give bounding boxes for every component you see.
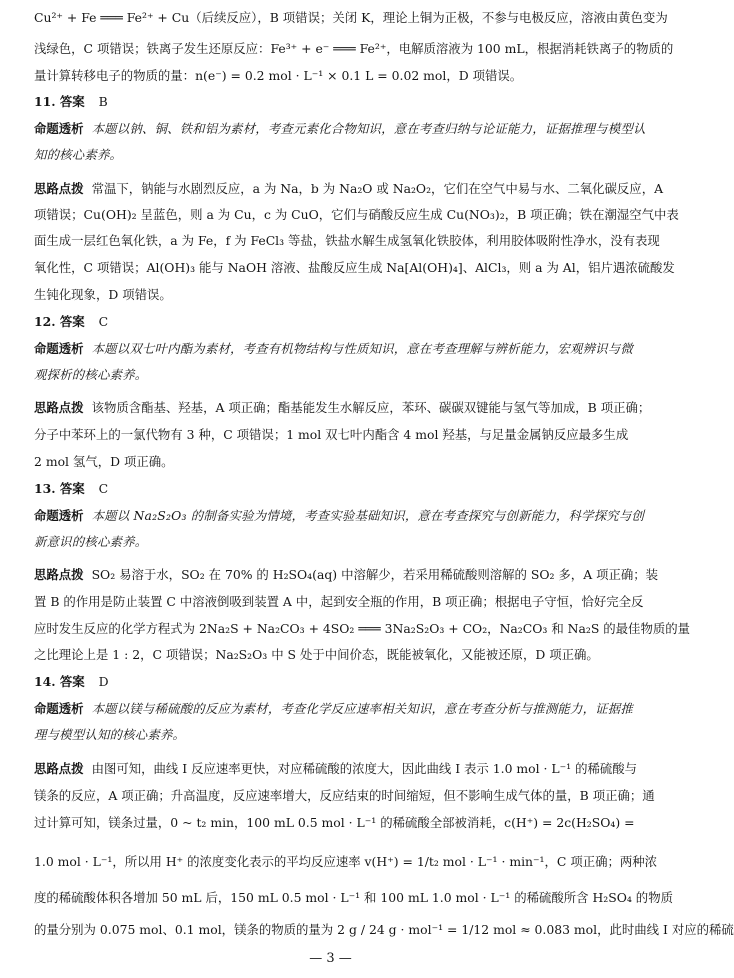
hint-line: 分子中苯环上的一氯代物有 3 种，C 项错误；1 mol 双七叶内酯含 4 mol 羟基，与足量金属钠反应最多生成 — [34, 427, 629, 442]
hint-label: 思路点拨 — [34, 400, 84, 415]
hint-line: 过计算可知，镁条过量，0 ~ t₂ min，100 mL 0.5 mol · L⁻¹ 的稀硫酸全部被消耗，c(H⁺) = 2c(H₂SO₄) = — [34, 815, 635, 830]
hint-line: 应时发生反应的化学方程式为 2Na₂S + Na₂CO₃ + 4SO₂ ═══ 3Na₂S₂O₃ + CO₂，Na₂CO₃ 和 Na₂S 的最佳物质的量 — [34, 621, 691, 636]
hint-line: 面生成一层红色氧化铁，a 为 Fe，f 为 FeCl₃ 等盐，铁盐水解生成氢氧化铁胶体，利用胶体吸附性净水，没有表现 — [34, 233, 660, 248]
hint-line: 生钝化现象，D 项错误。 — [34, 287, 172, 302]
question-13-header — [34, 479, 650, 499]
analysis-line: 命题透析 本题以 Na₂S₂O₃ 的制备实验为情境，考查实验基础知识，意在考查探究与创新能力，科学探究与创 — [34, 508, 645, 523]
question-number: 14. 答案 — [34, 674, 85, 689]
hint-line: 思路点拨 SO₂ 易溶于水，SO₂ 在 70% 的 H₂SO₄(aq) 中溶解少，若采用稀硫酸则溶解的 SO₂ 多，A 项正确；装 — [34, 567, 659, 582]
hint-line: 思路点拨 常温下，钠能与水剧烈反应，a 为 Na，b 为 Na₂O 或 Na₂O₂，它们在空气中易与水、二氧化碳反应，A — [34, 181, 664, 196]
hint-label: 思路点拨 — [34, 761, 84, 776]
analysis-line: 观探析的核心素养。 — [34, 367, 148, 382]
answer-letter: C — [98, 481, 109, 496]
answer-letter: C — [98, 314, 109, 329]
hint-line: 氧化性，C 项错误；Al(OH)₃ 能与 NaOH 溶液、盐酸反应生成 Na[Al(OH)₄]、AlCl₃，则 a 为 Al，铝片遇浓硫酸发 — [34, 260, 675, 275]
answer-letter: D — [98, 674, 109, 689]
question-14-header — [34, 672, 650, 692]
analysis-label: 命题透析 — [34, 701, 84, 716]
text-line: 量计算转移电子的物质的量：n(e⁻) = 0.2 mol · L⁻¹ × 0.1 L = 0.02 mol，D 项错误。 — [34, 68, 523, 83]
hint-line: 度的稀硫酸体积各增加 50 mL 后，150 mL 0.5 mol · L⁻¹ 和 100 mL 1.0 mol · L⁻¹ 的稀硫酸所含 H₂SO₄ 的物质 — [34, 890, 673, 905]
hint-line: 1.0 mol · L⁻¹，所以用 H⁺ 的浓度变化表示的平均反应速率 v(H⁺) = 1/t₂ mol · L⁻¹ · min⁻¹，C 项正确；两种浓 — [34, 854, 658, 869]
hint-line: 项错误；Cu(OH)₂ 呈蓝色，则 a 为 Cu，c 为 CuO，它们与硝酸反应生成 Cu(NO₃)₂，B 项正确；铁在潮湿空气中表 — [34, 207, 679, 222]
page-number: — 3 — — [309, 951, 352, 966]
hint-line: 置 B 的作用是防止装置 C 中溶液倒吸到装置 A 中，起到安全瓶的作用，B 项正确；根据电子守恒，恰好完全反 — [34, 594, 644, 609]
hint-label: 思路点拨 — [34, 181, 84, 196]
analysis-label: 命题透析 — [34, 341, 84, 356]
analysis-line: 知的核心素养。 — [34, 147, 123, 162]
analysis-line: 命题透析 本题以双七叶内酯为素材，考查有机物结构与性质知识，意在考查理解与辨析能力，宏观辨识与微 — [34, 341, 633, 356]
hint-line: 思路点拨 由图可知，曲线 Ⅰ 反应速率更快，对应稀硫酸的浓度大，因此曲线 Ⅰ 表示 1.0 mol · L⁻¹ 的稀硫酸与 — [34, 761, 638, 776]
analysis-line: 命题透析 本题以镁与稀硫酸的反应为素材，考查化学反应速率相关知识，意在考查分析与推测能力，证据推 — [34, 701, 633, 716]
hint-line: 之比理论上是 1 : 2，C 项错误；Na₂S₂O₃ 中 S 处于中间价态，既能被氧化，又能被还原，D 项正确。 — [34, 647, 599, 662]
text-line: 浅绿色，C 项错误；铁离子发生还原反应：Fe³⁺ + e⁻ ═══ Fe²⁺，电解质溶液为 100 mL，根据消耗铁离子的物质的 — [34, 41, 674, 56]
question-number: 13. 答案 — [34, 481, 85, 496]
hint-line: 2 mol 氢气，D 项正确。 — [34, 454, 174, 469]
analysis-label: 命题透析 — [34, 508, 84, 523]
analysis-label: 命题透析 — [34, 121, 84, 136]
question-11-header — [34, 92, 650, 112]
analysis-line: 命题透析 本题以钠、铜、铁和铝为素材，考查元素化合物知识，意在考查归纳与论证能力，证据推理与模型认 — [34, 121, 646, 136]
hint-line: 思路点拨 该物质含酯基、羟基，A 项正确；酯基能发生水解反应，苯环、碳碳双键能与氢气等加成，B 项正确； — [34, 400, 651, 415]
question-number: 12. 答案 — [34, 314, 85, 329]
analysis-line: 新意识的核心素养。 — [34, 534, 148, 549]
analysis-line: 理与模型认知的核心素养。 — [34, 727, 186, 742]
hint-label: 思路点拨 — [34, 567, 84, 582]
question-12-header — [34, 312, 650, 332]
hint-line: 镁条的反应，A 项正确；升高温度，反应速率增大，反应结束的时间缩短，但不影响生成气体的量，B 项正确；通 — [34, 788, 655, 803]
question-number: 11. 答案 — [34, 94, 85, 109]
answer-letter: B — [98, 94, 108, 109]
hint-line: 的量分别为 0.075 mol、0.1 mol，镁条的物质的量为 2 g / 24 g · mol⁻¹ = 1/12 mol ≈ 0.083 mol，此时曲线 Ⅰ 对应的稀硫 — [34, 922, 734, 937]
text-line: Cu²⁺ + Fe ═══ Fe²⁺ + Cu（后续反应），B 项错误；关闭 K，理论上铜为正极，不参与电极反应，溶液由黄色变为 — [34, 10, 668, 25]
